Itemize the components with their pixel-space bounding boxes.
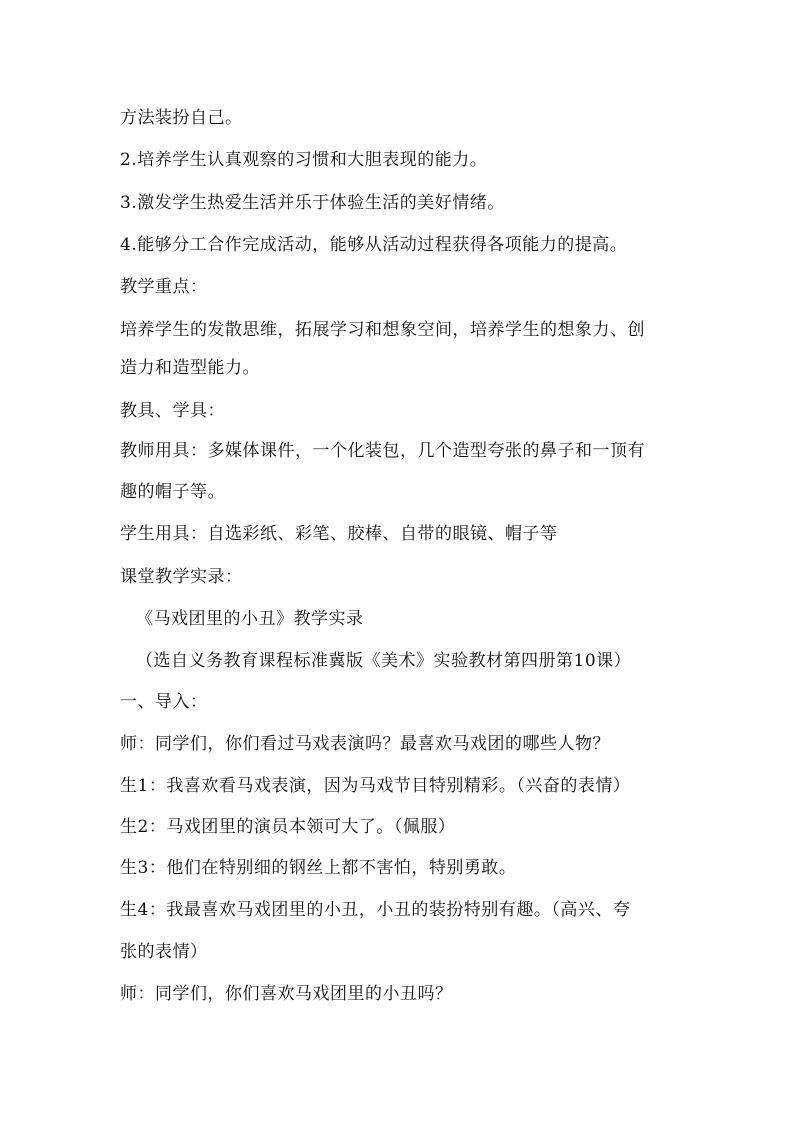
text-line: 方法装扮自己。 <box>120 108 243 128</box>
section-heading: 课堂教学实录： <box>120 567 243 587</box>
text-line: 2.培养学生认真观察的习惯和大胆表现的能力。 <box>120 150 488 170</box>
dialogue-line: 张的表情） <box>120 942 208 962</box>
text-line: 4.能够分工合作完成活动，能够从活动过程获得各项能力的提高。 <box>120 235 628 255</box>
text-line: 教师用具：多媒体课件，一个化装包，几个造型夸张的鼻子和一顶有 <box>120 441 645 461</box>
text-line: 3.激发学生热爱生活并乐于体验生活的美好情绪。 <box>120 193 505 213</box>
lesson-source: （选自义务教育课程标准冀版《美术》实验教材第四册第10课） <box>136 651 632 671</box>
dialogue-line: 师：同学们，你们看过马戏表演吗？最喜欢马戏团的哪些人物？ <box>120 734 610 754</box>
text-line: 培养学生的发散思维，拓展学习和想象空间，培养学生的想象力、创 <box>120 320 645 340</box>
text-line: 学生用具：自选彩纸、彩笔、胶棒、自带的眼镜、帽子等 <box>120 524 558 544</box>
section-heading: 一、导入： <box>120 692 208 712</box>
section-heading: 教具、学具： <box>120 401 225 421</box>
text-line: 造力和造型能力。 <box>120 358 260 378</box>
text-line: 趣的帽子等。 <box>120 482 225 502</box>
dialogue-line: 生2：马戏团里的演员本领可大了。（佩服） <box>120 817 456 837</box>
lesson-title: 《马戏团里的小丑》教学实录 <box>136 609 364 629</box>
dialogue-line: 师：同学们，你们喜欢马戏团里的小丑吗？ <box>120 984 453 1004</box>
dialogue-line: 生4：我最喜欢马戏团里的小丑，小丑的装扮特别有趣。（高兴、夸 <box>120 900 631 920</box>
dialogue-line: 生3：他们在特别细的钢丝上都不害怕，特别勇敢。 <box>120 858 517 878</box>
section-heading: 教学重点： <box>120 277 208 297</box>
dialogue-line: 生1：我喜欢看马戏表演，因为马戏节目特别精彩。（兴奋的表情） <box>120 776 631 796</box>
